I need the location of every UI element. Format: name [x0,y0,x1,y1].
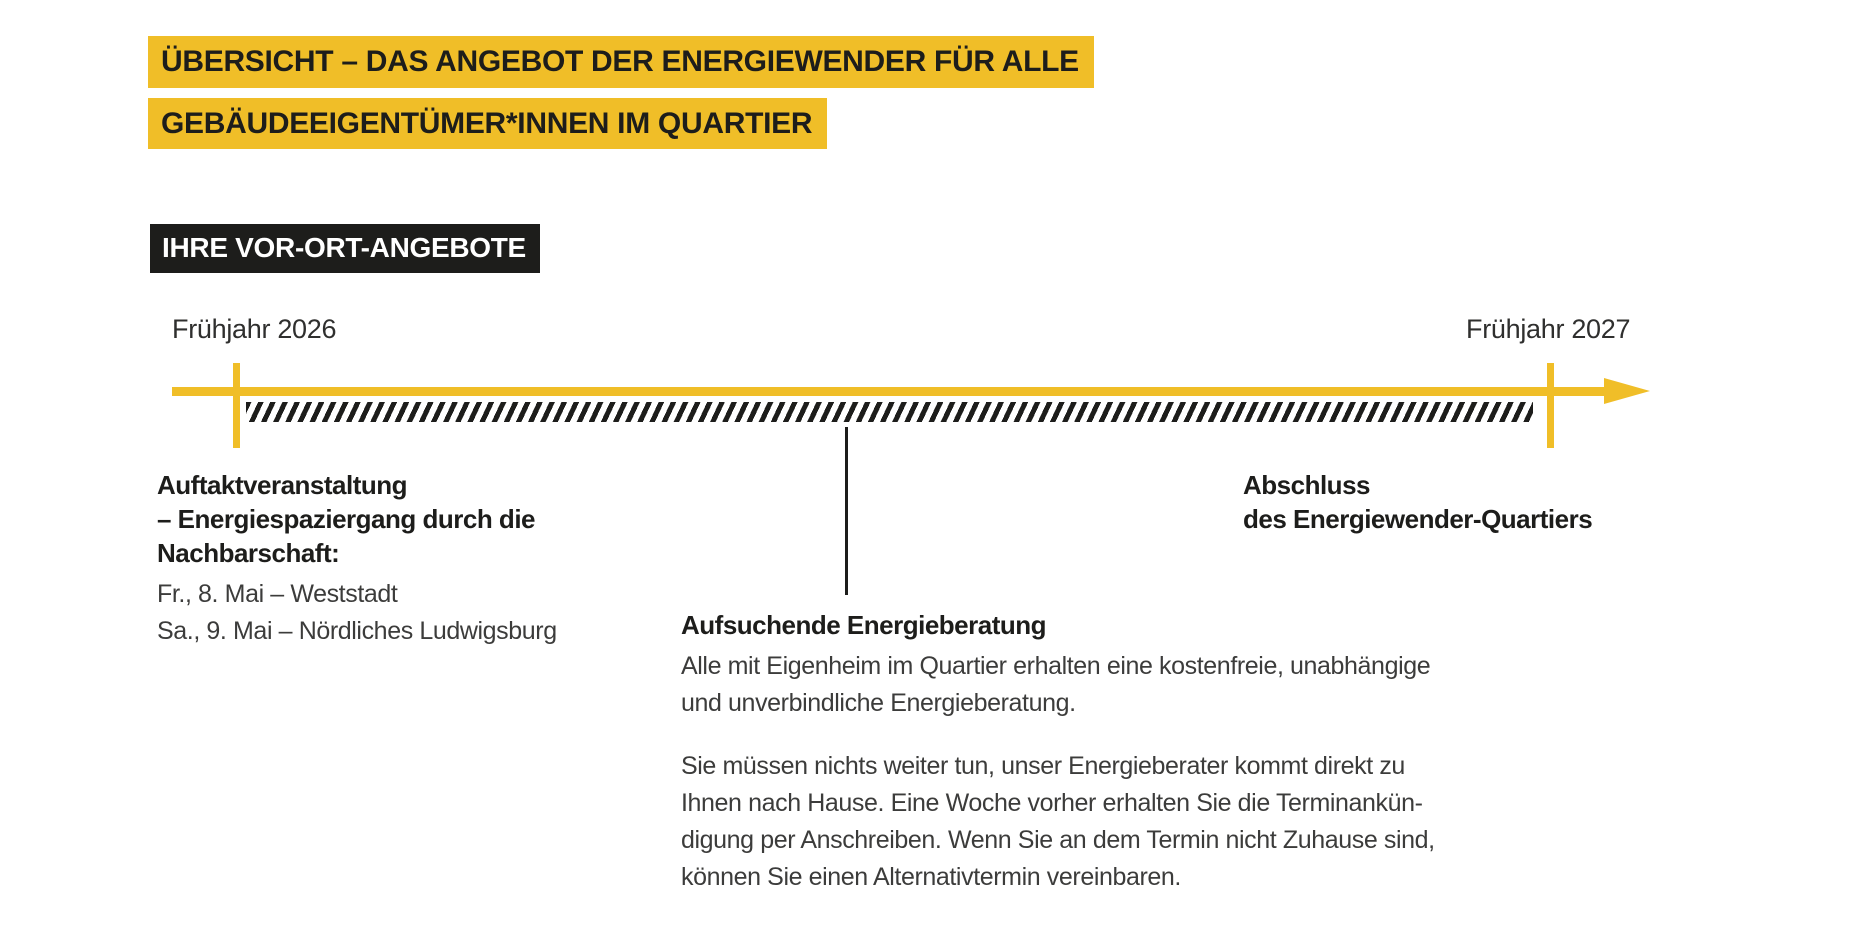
paragraph-line: Ihnen nach Hause. Eine Woche vorher erhalten Sie die Terminankün- [681,789,1423,817]
paragraph-line: digung per Anschreiben. Wenn Sie an dem Termin nicht Zuhause sind, [681,826,1435,854]
title-line-1: ÜBERSICHT – DAS ANGEBOT DER ENERGIEWENDER FÜR ALLE [148,36,1094,88]
event-middle-paragraph [681,648,1435,722]
timeline-arrowhead-icon [1604,378,1650,404]
timeline-end-label: Frühjahr 2027 [1466,314,1631,344]
event-start-detail-line: Sa., 9. Mai – Nördliches Ludwigsburg [157,617,557,645]
section-label: IHRE VOR-ORT-ANGEBOTE [150,224,540,273]
event-middle-paragraph [681,748,1435,896]
timeline-start-label: Frühjahr 2026 [172,314,337,344]
event-middle-title: Aufsuchende Energieberatung [681,610,1046,640]
title-line-2: GEBÄUDEEIGENTÜMER*INNEN IM QUARTIER [148,98,827,150]
timeline-end-tick [1547,363,1554,448]
event-end-title-line: des Energiewender-Quartiers [1243,504,1593,534]
event-start-title-line: Nachbarschaft: [157,538,340,568]
paragraph-line: Alle mit Eigenheim im Quartier erhalten eine kostenfreie, unabhängige [681,652,1431,680]
timeline-axis [172,387,1612,396]
event-start-title-line: Auftaktveranstaltung [157,470,408,500]
paragraph-line: können Sie einen Alternativtermin vereinbaren. [681,863,1181,891]
paragraph-line: Sie müssen nichts weiter tun, unser Energieberater kommt direkt zu [681,752,1405,780]
event-start-title-line: – Energiespaziergang durch die [157,504,535,534]
event-end-title-line: Abschluss [1243,470,1370,500]
timeline-active-period-hatch [246,402,1533,422]
timeline-start-tick [233,363,240,448]
event-start-details [157,576,557,650]
event-end-block [1243,468,1592,536]
event-start-detail-line: Fr., 8. Mai – Weststadt [157,580,398,608]
event-middle-block [681,608,1435,896]
paragraph-line: und unverbindliche Energieberatung. [681,689,1076,717]
event-connector-line [845,427,848,595]
main-title [148,36,1094,159]
event-start-block [157,468,557,650]
